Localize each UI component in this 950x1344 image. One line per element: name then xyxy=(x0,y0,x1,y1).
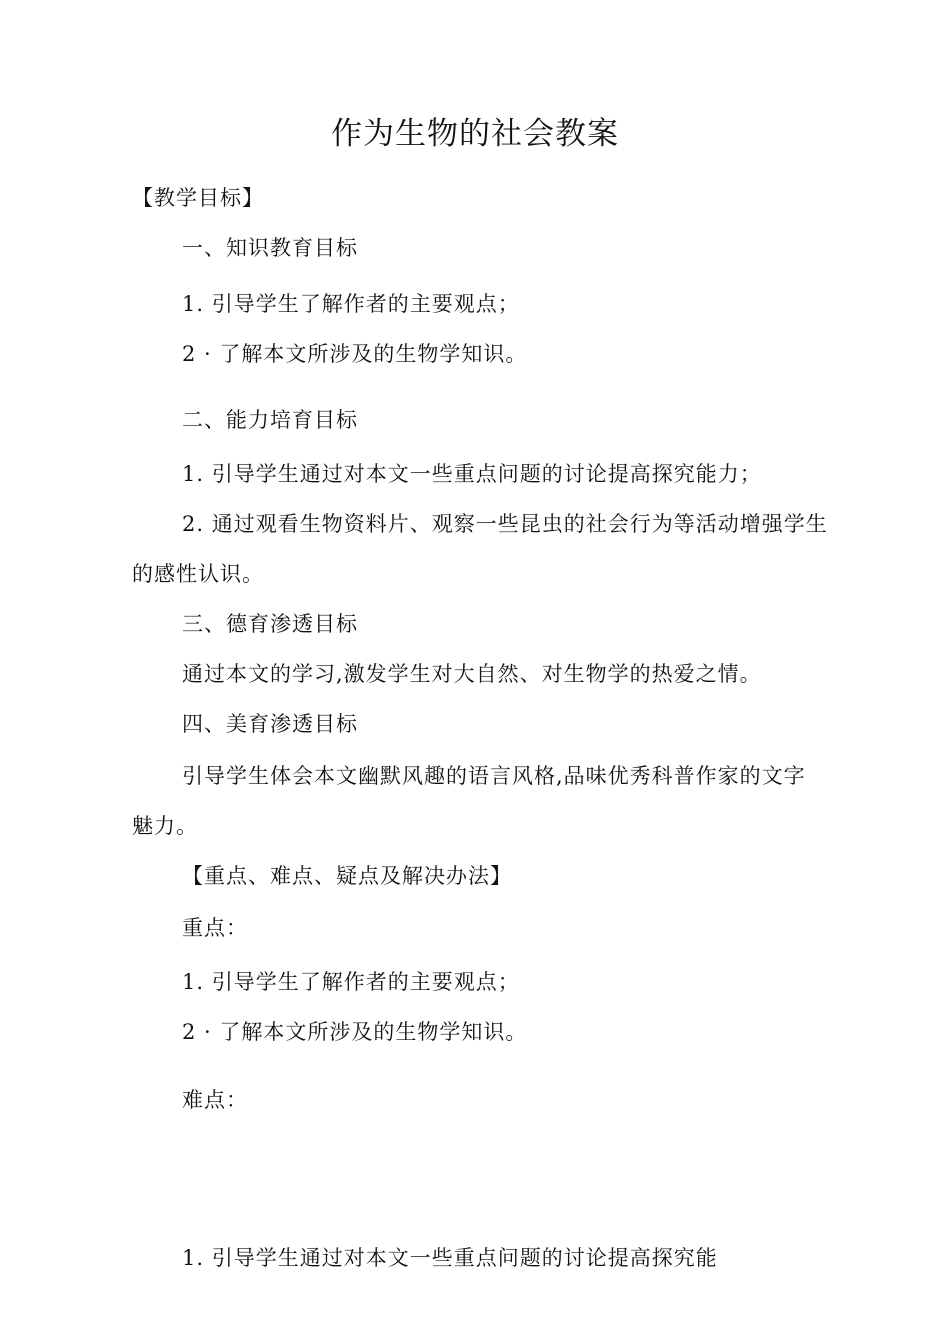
list-item: 2 · 了解本文所涉及的生物学知识。 xyxy=(182,1020,528,1044)
list-item: 2 · 了解本文所涉及的生物学知识。 xyxy=(182,342,528,366)
paragraph: 引导学生体会本文幽默风趣的语言风格,品味优秀科普作家的文字 xyxy=(182,764,806,788)
label-difficult-points: 难点： xyxy=(182,1088,248,1112)
list-item: 1. 引导学生通过对本文一些重点问题的讨论提高探究能 xyxy=(182,1246,718,1270)
subheading-aesthetic-goals: 四、美育渗透目标 xyxy=(182,712,358,736)
subheading-knowledge-goals: 一、知识教育目标 xyxy=(182,236,358,260)
label-key-points: 重点： xyxy=(182,916,248,940)
paragraph-continuation: 的感性认识。 xyxy=(132,562,264,586)
section-heading-teaching-goals: 【教学目标】 xyxy=(132,186,264,210)
list-item: 1. 引导学生了解作者的主要观点； xyxy=(182,292,520,316)
list-item: 2. 通过观看生物资料片、观察一些昆虫的社会行为等活动增强学生 xyxy=(182,512,828,536)
list-item: 1. 引导学生通过对本文一些重点问题的讨论提高探究能力； xyxy=(182,462,762,486)
section-heading-key-points: 【重点、难点、疑点及解决办法】 xyxy=(182,864,512,888)
subheading-moral-goals: 三、德育渗透目标 xyxy=(182,612,358,636)
subheading-ability-goals: 二、能力培育目标 xyxy=(182,408,358,432)
list-item: 1. 引导学生了解作者的主要观点； xyxy=(182,970,520,994)
paragraph-continuation: 魅力。 xyxy=(132,814,198,838)
paragraph: 通过本文的学习,激发学生对大自然、对生物学的热爱之情。 xyxy=(182,662,762,686)
document-title: 作为生物的社会教案 xyxy=(331,116,619,152)
